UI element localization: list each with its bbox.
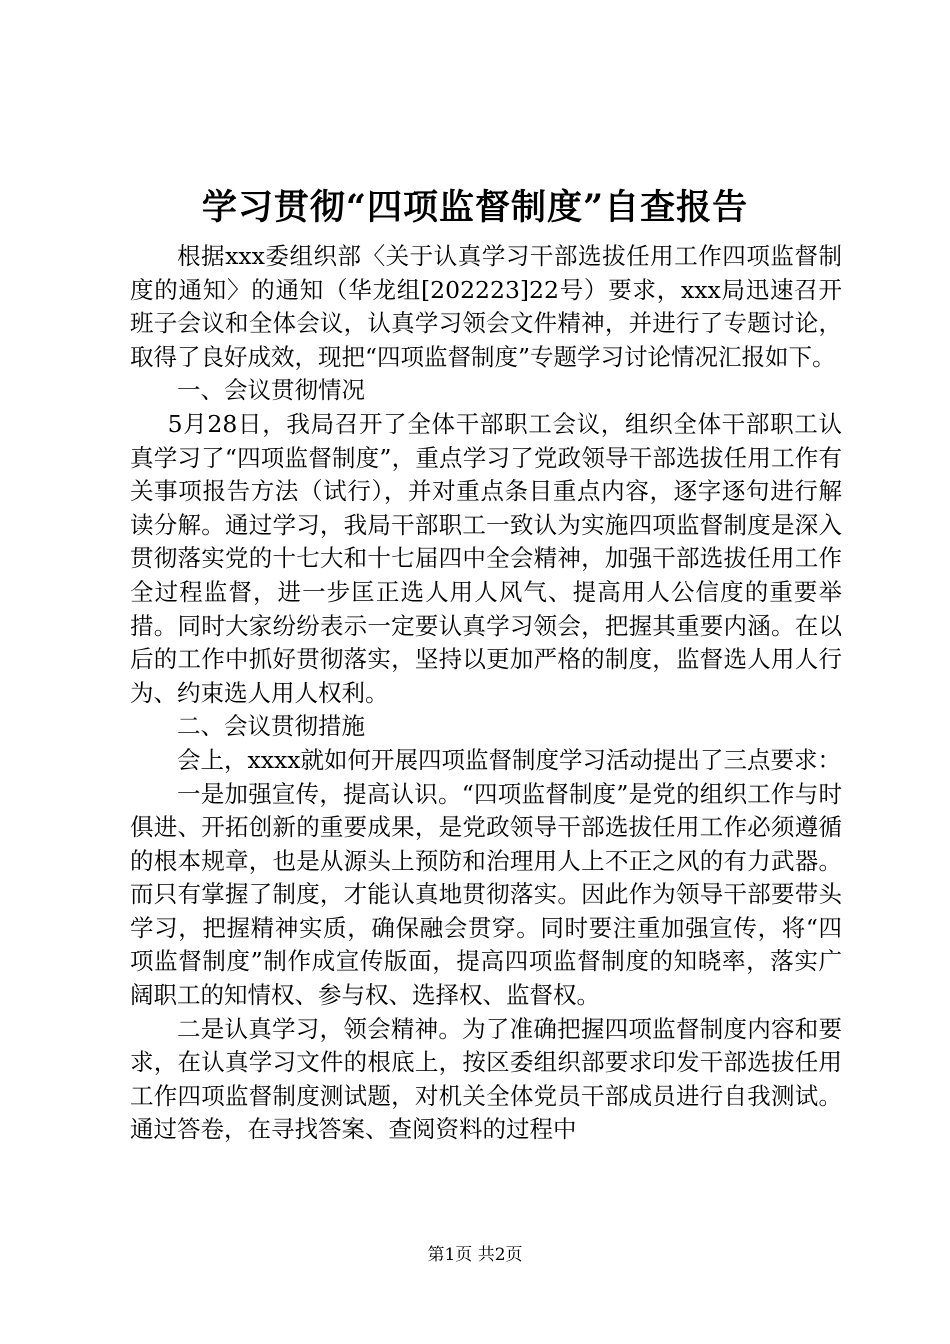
heading-section-2: 二、会议贯彻措施 [177,712,365,741]
page-footer: 第1页 共2页 [427,1245,523,1265]
document-body [130,240,842,1147]
paragraph-point-2: 二是认真学习，领会精神。为了准确把握四项监督制度内容和要求，在认真学习文件的根底上，按区委组织部要求印发干部选拔任用工作四项监督制度测试题，对机关全体党员干部成员进行自我测试。通过答卷，在寻找答案、查阅资料的过程中 [130,1014,842,1144]
paragraph-intro: 根据xxx委组织部〈关于认真学习干部选拔任用工作四项监督制度的通知〉的通知（华龙组[202223]22号）要求，xxx局迅速召开班子会议和全体会议，认真学习领会文件精神，并进行了专题讨论，取得了良好成效，现把“四项监督制度”专题学习讨论情况汇报如下。 [130,242,842,371]
paragraph-point-1: 一是加强宣传，提高认识。“四项监督制度”是党的组织工作与时俱进、开拓创新的重要成果，是党政领导干部选拔任用工作必须遵循的根本规章，也是从源头上预防和治理用人上不正之风的有力武器。而只有掌握了制度，才能认真地贯彻落实。因此作为领导干部要带头学习，把握精神实质，确保融会贯穿。同时要注重加强宣传，将“四项监督制度”制作成宣传版面，提高四项监督制度的知晓率，落实广阔职工的知情权、参与权、选择权、监督权。 [130,779,842,1010]
paragraph-requirements: 会上，xxxx就如何开展四项监督制度学习活动提出了三点要求： [177,745,842,774]
document-title: 学习贯彻“四项监督制度”自查报告 [201,187,749,228]
heading-section-1: 一、会议贯彻情况 [177,376,365,405]
paragraph-meeting: 5月28日，我局召开了全体干部职工会议，组织全体干部职工认真学习了“四项监督制度”，重点学习了党政领导干部选拔任用工作有关事项报告方法（试行），并对重点条目重点内容，逐字逐句进行解读分解。通过学习，我局干部职工一致认为实施四项监督制度是深入贯彻落实党的十七大和十七届四中全会精神，加强干部选拔任用工作全过程监督，进一步匡正选人用人风气、提高用人公信度的重要举措。同时大家纷纷表示一定要认真学习领会，把握其重要内涵。在以后的工作中抓好贯彻落实，坚持以更加严格的制度，监督选人用人行为、约束选人用人权利。 [130,409,842,707]
